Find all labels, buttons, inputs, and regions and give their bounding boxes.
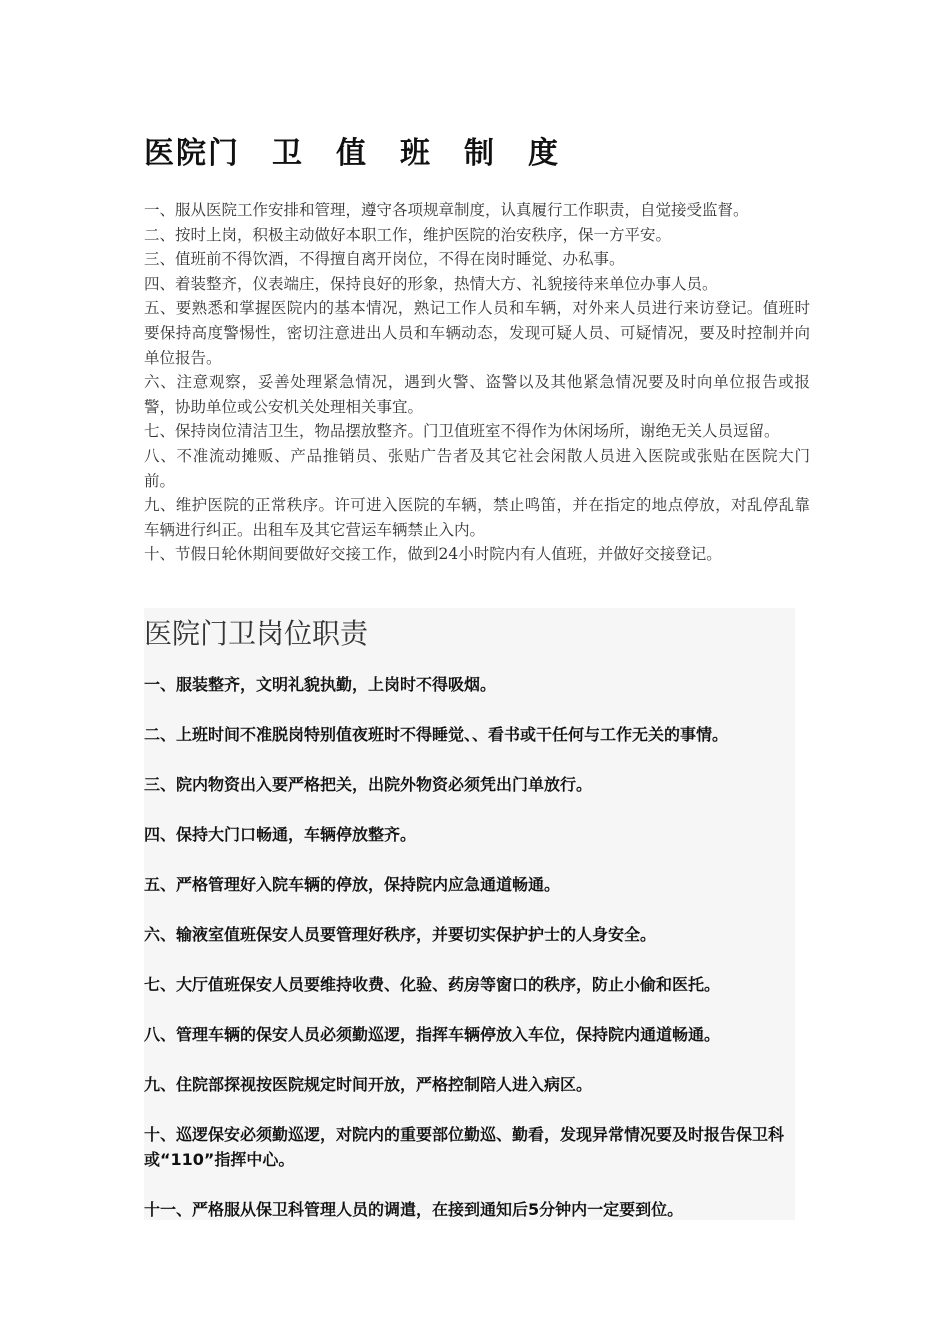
rule-item: 二、按时上岗，积极主动做好本职工作，维护医院的治安秩序，保一方平安。: [144, 225, 672, 244]
duty-item: 三、院内物资出入要严格把关，出院外物资必须凭出门单放行。: [144, 775, 593, 794]
duty-item: 四、保持大门口畅通，车辆停放整齐。: [144, 825, 417, 844]
rule-item: 七、保持岗位清洁卫生，物品摆放整齐。门卫值班室不得作为休闲场所，谢绝无关人员逗留。: [144, 422, 780, 441]
duty-item: 七、大厅值班保安人员要维持收费、化验、药房等窗口的秩序，防止小偷和医托。: [144, 975, 721, 994]
duties-list: [144, 672, 795, 1247]
rule-item: 八、不准流动摊贩、产品推销员、张贴广告者及其它社会闲散人员进入医院或张贴在医院大门前。: [144, 446, 810, 490]
duty-item: 八、管理车辆的保安人员必须勤巡逻，指挥车辆停放入车位，保持院内通道畅通。: [144, 1025, 721, 1044]
rule-item: 六、注意观察，妥善处理紧急情况，遇到火警、盗警以及其他紧急情况要及时向单位报告或报警，协助单位或公安机关处理相关事宜。: [144, 373, 810, 416]
duty-item: 九、住院部探视按医院规定时间开放，严格控制陪人进入病区。: [144, 1075, 593, 1094]
duty-item: 二、上班时间不准脱岗特别值夜班时不得睡觉、、看书或干任何与工作无关的事情。: [144, 725, 729, 744]
duty-item: 六、输液室值班保安人员要管理好秩序，并要切实保护护士的人身安全。: [144, 925, 657, 944]
rule-item: 一、服从医院工作安排和管理，遵守各项规章制度，认真履行工作职责，自觉接受监督。: [144, 201, 749, 219]
rule-item: 三、值班前不得饮酒，不得擅自离开岗位，不得在岗时睡觉、办私事。: [144, 250, 625, 269]
rule-item: 十、节假日轮休期间要做好交接工作，做到24小时院内有人值班，并做好交接登记。: [144, 545, 722, 564]
duty-item: 十、巡逻保安必须勤巡逻，对院内的重要部位勤巡、勤看，发现异常情况要及时报告保卫科或“110”指挥中心。: [144, 1125, 785, 1169]
document-title: 医院门 卫 值 班 制 度: [144, 136, 560, 171]
rule-item: 九、维护医院的正常秩序。许可进入医院的车辆，禁止鸣笛，并在指定的地点停放，对乱停乱靠车辆进行纠正。出租车及其它营运车辆禁止入内。: [144, 496, 810, 539]
rule-item: 五、要熟悉和掌握医院内的基本情况，熟记工作人员和车辆，对外来人员进行来访登记。值班时要保持高度警惕性，密切注意进出人员和车辆动态，发现可疑人员、可疑情况，要及时控制并向单位报告。: [144, 299, 810, 367]
rule-item: 四、着装整齐，仪表端庄，保持良好的形象，热情大方、礼貌接待来单位办事人员。: [144, 274, 718, 293]
duty-item: 一、服装整齐，文明礼貌执勤，上岗时不得吸烟。: [144, 675, 497, 694]
duty-item: 五、严格管理好入院车辆的停放，保持院内应急通道畅通。: [144, 875, 561, 894]
duties-section-title: 医院门卫岗位职责: [144, 617, 369, 650]
duty-rules-section: [144, 198, 810, 567]
duty-item: 十一、严格服从保卫科管理人员的调遣，在接到通知后5分钟内一定要到位。: [144, 1200, 684, 1219]
